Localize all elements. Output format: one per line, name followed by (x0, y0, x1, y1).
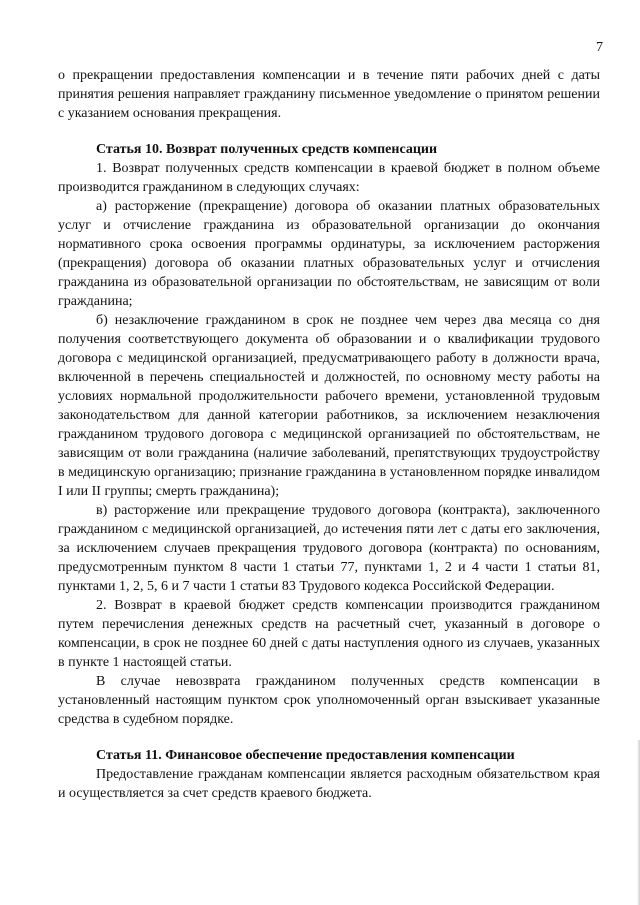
page-number: 7 (596, 40, 603, 55)
article-10-clause-1c: в) расторжение или прекращение трудового договора (контракта), заключенного гражданином с медицинской организацией, до истечения пяти лет с даты его заключения, за исключением случаев прекращения трудового договора (контракта) по основаниям, предусмотренным пунктом 8 части 1 статьи 77, пунктами 1, 2 и 4 части 1 статьи 81, пунктами 1, 2, 5, 6 и 7 части 1 статьи 83 Трудового кодекса Российской Федерации. (58, 503, 600, 594)
article-10-clause-1b: б) незаключение гражданином в срок не позднее чем через два месяца со дня получения соответствующего документа об образовании и о квалификации трудового договора с медицинской организацией, предусматривающего работу в должности врача, включенной в перечень специальностей и должностей, по основному месту работы на условиях нормальной продолжительности рабочего времени, установленной трудовым законодательством для данной категории работников, за исключением незаключения гражданином трудового договора с медицинской организацией по обстоятельствам, не зависящим от воли гражданина (наличие заболеваний, препятствующих трудоустройству в медицинскую организацию; признание гражданина в установленном порядке инвалидом I или II группы; смерть гражданина); (58, 313, 600, 499)
article-10-heading: Статья 10. Возврат полученных средств компенсации (96, 142, 438, 157)
section-gap (58, 729, 600, 746)
section-gap (58, 123, 600, 140)
article-10-clause-1a: а) расторжение (прекращение) договора об оказании платных образовательных услуг и отчисление гражданина из образовательной организации до окончания нормативного срока освоения программы ординатуры, за исключением расторжения (прекращения) договора об оказании платных образовательных услуг и отчисления гражданина из образовательной организации по обстоятельствам, не зависящим от воли гражданина; (58, 199, 600, 309)
paragraph-termination-notice: о прекращении предоставления компенсации и в течение пяти рабочих дней с даты принятия решения направляет гражданину письменное уведомление о принятом решении с указанием основания прекращения. (58, 68, 600, 121)
document-body (58, 66, 600, 803)
article-11-heading: Статья 11. Финансовое обеспечение предоставления компенсации (96, 748, 515, 763)
article-10-nonreturn-clause: В случае невозврата гражданином полученных средств компенсации в установленный настоящим пунктом срок уполномоченный орган взыскивает указанные средства в судебном порядке. (58, 674, 600, 727)
article-10-clause-1: 1. Возврат полученных средств компенсации в краевой бюджет в полном объеме производится гражданином в следующих случаях: (58, 161, 600, 195)
article-10-clause-2: 2. Возврат в краевой бюджет средств компенсации производится гражданином путем перечисления денежных средств на расчетный счет, указанный в договоре о компенсации, в срок не позднее 60 дней с даты наступления одного из случаев, указанных в пункте 1 настоящей статьи. (58, 598, 600, 670)
article-11-text: Предоставление гражданам компенсации является расходным обязательством края и осуществляется за счет средств краевого бюджета. (58, 767, 600, 801)
